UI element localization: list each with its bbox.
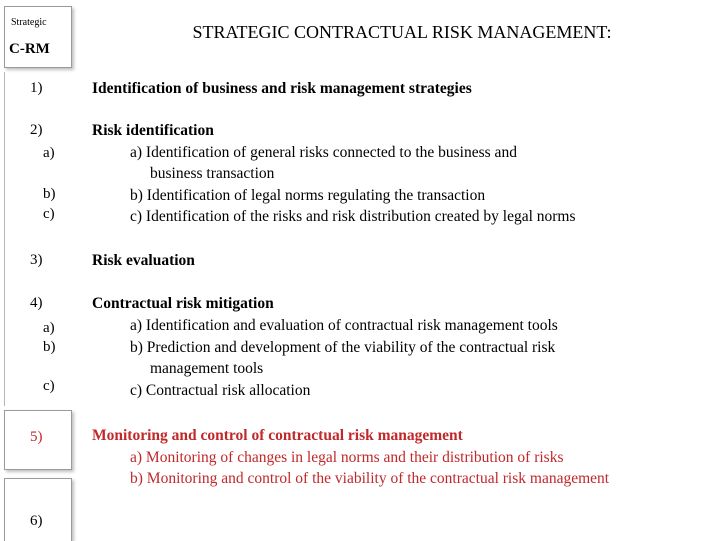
item-5a-text: a) Monitoring of changes in legal norms and their distribution of risks bbox=[130, 449, 564, 466]
item-letter-2a: a) bbox=[43, 145, 55, 161]
sidebar-divider bbox=[4, 72, 5, 406]
item-4a-text: a) Identification and evaluation of contractual risk management tools bbox=[130, 317, 558, 334]
slide-title: STRATEGIC CONTRACTUAL RISK MANAGEMENT: bbox=[192, 22, 612, 42]
item-number-6: 6) bbox=[30, 513, 43, 529]
item-5-heading: Monitoring and control of contractual risk management bbox=[92, 427, 463, 444]
item-5b-text: b) Monitoring and control of the viability of the contractual risk management bbox=[130, 470, 610, 487]
item-2b-text: b) Identification of legal norms regulating the transaction bbox=[130, 187, 486, 204]
item-box-5 bbox=[4, 410, 72, 470]
item-box-6 bbox=[4, 478, 72, 541]
item-number-3: 3) bbox=[30, 252, 43, 268]
item-2a-text: a) Identification of general risks connected to the business and bbox=[130, 144, 517, 161]
item-number-4: 4) bbox=[30, 295, 43, 311]
item-4b-text: b) Prediction and development of the viability of the contractual risk bbox=[130, 339, 556, 356]
item-letter-2b: b) bbox=[43, 186, 56, 202]
logo-title: C-RM bbox=[9, 41, 50, 57]
item-letter-4b: b) bbox=[43, 339, 56, 355]
sidebar bbox=[0, 0, 80, 540]
item-letter-4c: c) bbox=[43, 378, 55, 394]
item-4b-continuation: management tools bbox=[150, 360, 264, 377]
item-4-heading: Contractual risk mitigation bbox=[92, 295, 274, 312]
item-number-1: 1) bbox=[30, 80, 43, 96]
item-4c-text: c) Contractual risk allocation bbox=[130, 382, 311, 399]
item-number-2: 2) bbox=[30, 122, 43, 138]
logo-box bbox=[4, 6, 72, 68]
logo-subtitle: Strategic bbox=[11, 17, 47, 28]
item-3-heading: Risk evaluation bbox=[92, 252, 195, 269]
item-letter-4a: a) bbox=[43, 320, 55, 336]
item-2a-continuation: business transaction bbox=[150, 165, 275, 182]
item-letter-2c: c) bbox=[43, 206, 55, 222]
item-2c-text: c) Identification of the risks and risk distribution created by legal norms bbox=[130, 208, 576, 225]
item-2-heading: Risk identification bbox=[92, 122, 214, 139]
item-number-5: 5) bbox=[30, 429, 43, 445]
item-1-heading: Identification of business and risk management strategies bbox=[92, 80, 472, 97]
